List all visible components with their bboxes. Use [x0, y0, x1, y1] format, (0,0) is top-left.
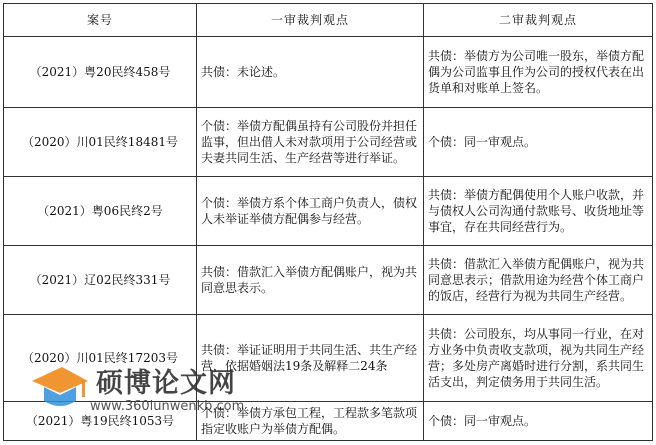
first-instance-cell: 个债：举债方承包工程，工程款多笔款项指定收账户为举债方配偶。: [197, 402, 424, 441]
header-second-instance: 二审裁判观点: [424, 4, 653, 37]
case-number-cell: （2020）川01民终18481号: [4, 108, 197, 177]
watermark-title: 硕博论文网: [96, 368, 236, 399]
second-instance-cell: 共债：举债方为公司唯一股东，举债方配偶为公司监事且作为公司的授权代表在出货单和对账单上签名。: [424, 37, 653, 108]
first-instance-cell: 个债：举债方配偶虽持有公司股份并担任监事，但出借人未对款项用于公司经营或夫妻共同生活、生产经营等进行举证。: [197, 108, 424, 177]
table-row: [4, 108, 653, 177]
table-row: [4, 246, 653, 315]
first-instance-cell: 个债：举债方系个体工商户负责人，债权人未举证举债方配偶参与经营。: [197, 177, 424, 246]
case-number-cell: （2021）粤20民终458号: [4, 37, 197, 108]
case-number-cell: （2021）粤06民终2号: [4, 177, 197, 246]
case-number-cell: （2020）川01民终17203号: [4, 315, 197, 402]
second-instance-cell: 共债：举债方配偶使用个人账户收款，并与债权人公司沟通付款账号、收货地址等事宜，存在共同经营行为。: [424, 177, 653, 246]
graduation-cap-logo-icon: [30, 359, 90, 417]
first-instance-cell: 共债：未论述。: [197, 37, 424, 108]
watermark-url: www.360lunwenkb.com: [90, 399, 245, 414]
second-instance-cell: 个债：同一审观点。: [424, 108, 653, 177]
table-row: [4, 37, 653, 108]
table-row: [4, 177, 653, 246]
second-instance-cell: 个债：同一审观点。: [424, 402, 653, 441]
case-number-cell: （2021）辽02民终331号: [4, 246, 197, 315]
first-instance-cell: 共债：举证证明用于共同生活、共生产经营，依据婚姻法19条及解释二24条: [197, 315, 424, 402]
case-number-cell: （2021）粤19民终1053号: [4, 402, 197, 441]
second-instance-cell: 共债：公司股东，均从事同一行业，在对方业务中负责收支款项，视为共同生产经营；多处房产离婚时进行分割，系共同生活支出，判定债务用于共同生活。: [424, 315, 653, 402]
second-instance-cell: 共债：借款汇入举债方配偶账户，视为共同意思表示；借款用途为经营个体工商户的饭店，经营行为视为共同生产经营。: [424, 246, 653, 315]
header-case-no: 案号: [4, 4, 197, 37]
watermark: [30, 355, 290, 425]
first-instance-cell: 共债：借款汇入举债方配偶账户，视为共同意思表示。: [197, 246, 424, 315]
header-row: [4, 4, 653, 37]
header-first-instance: 一审裁判观点: [197, 4, 424, 37]
